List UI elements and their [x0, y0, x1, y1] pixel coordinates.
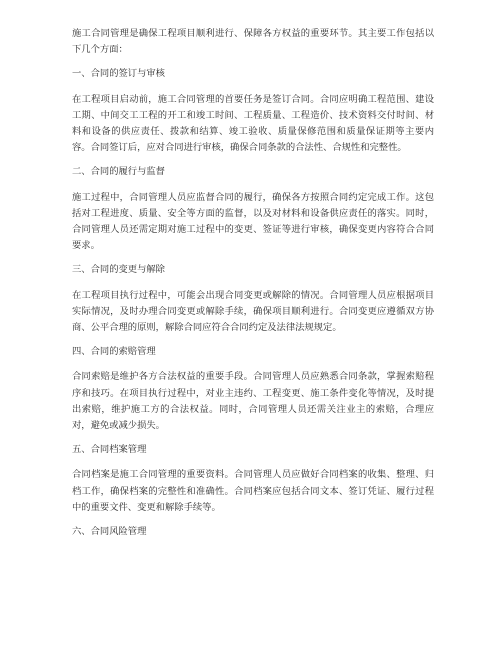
section-heading-4: 四、合同的索赔管理 [72, 346, 156, 358]
section-heading-5: 五、合同档案管理 [72, 444, 147, 456]
intro-paragraph: 施工合同管理是确保工程项目顺利进行、保障各方权益的重要环节。其主要工作包括以下几个方面： [72, 28, 434, 56]
section-body-4: 合同索赔是维护各方合法权益的重要手段。合同管理人员应熟悉合同条款，掌握索赔程序和技巧。在项目执行过程中，对业主违约、工程变更、施工条件变化等情况，及时提出索赔，维护施工方的合法权益。同时，合同管理人员还需关注业主的索赔，合理应对，避免或减少损失。 [72, 371, 434, 432]
section-heading-2: 二、合同的履行与监督 [72, 166, 165, 178]
section-body-5: 合同档案是施工合同管理的重要资料。合同管理人员应做好合同档案的收集、整理、归档工作，确保档案的完整性和准确性。合同档案应包括合同文本、签订凭证、履行过程中的重要文件、变更和解除手续等。 [72, 469, 434, 513]
section-heading-3: 三、合同的变更与解除 [72, 264, 165, 276]
section-body-2: 施工过程中，合同管理人员应监督合同的履行，确保各方按照合同约定完成工作。这包括对工程进度、质量、安全等方面的监督，以及对材料和设备供应责任的落实。同时，合同管理人员还需定期对施工过程中的变更、签证等进行审核，确保变更内容符合合同要求。 [72, 191, 434, 252]
section-body-3: 在工程项目执行过程中，可能会出现合同变更或解除的情况。合同管理人员应根据项目实际情况，及时办理合同变更或解除手续，确保项目顺利进行。合同变更应遵循双方协商、公平合理的原则，解除合同应符合合同约定及法律法规规定。 [72, 289, 434, 334]
document-page [72, 26, 434, 540]
section-heading-6: 六、合同风险管理 [72, 526, 147, 538]
section-heading-1: 一、合同的签订与审核 [72, 68, 165, 80]
section-body-1: 在工程项目启动前，施工合同管理的首要任务是签订合同。合同应明确工程范围、建设工期、中间交工工程的开工和竣工时间、工程质量、工程造价、技术资料交付时间、材料和设备的供应责任、拨款和结算、竣工验收、质量保修范围和质量保证期等主要内容。合同签订后，应对合同进行审核，确保合同条款的合法性、合规性和完整性。 [72, 93, 434, 154]
